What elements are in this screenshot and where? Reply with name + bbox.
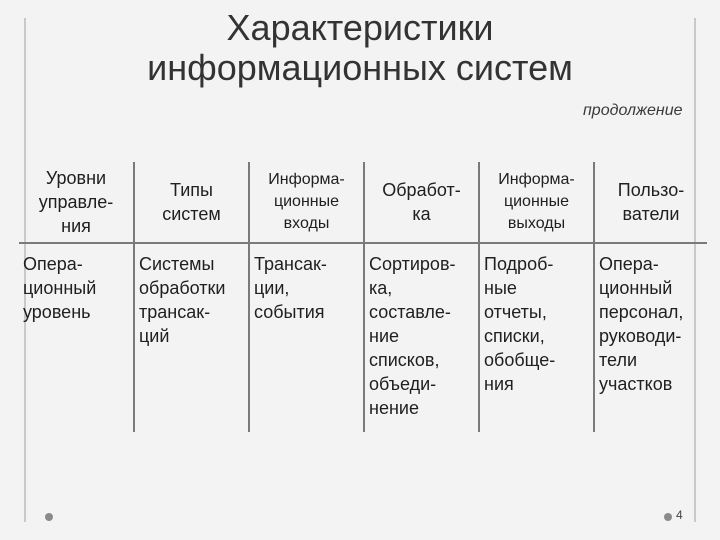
cell-line: списки, bbox=[484, 326, 545, 346]
table-cell bbox=[364, 243, 479, 432]
cell-line: Сортиров- bbox=[369, 254, 456, 274]
cell-line: Трансак- bbox=[254, 254, 327, 274]
header-line: ка bbox=[412, 204, 431, 224]
cell-line: ния bbox=[484, 374, 514, 394]
cell-line: ционный bbox=[599, 278, 673, 298]
header-cell bbox=[479, 162, 594, 243]
cell-line: объеди- bbox=[369, 374, 437, 394]
bullet-dot-left bbox=[45, 513, 53, 521]
table-cell bbox=[19, 243, 134, 432]
title-line-1: Характеристики bbox=[226, 7, 494, 48]
header-cell bbox=[594, 162, 707, 243]
header-cell bbox=[364, 162, 479, 243]
cell-line: составле- bbox=[369, 302, 451, 322]
cell-line: ций bbox=[139, 326, 170, 346]
header-line: входы bbox=[283, 215, 330, 232]
cell-line: обработки bbox=[139, 278, 226, 298]
header-cell bbox=[134, 162, 249, 243]
header-row bbox=[19, 162, 707, 243]
cell-line: Системы bbox=[139, 254, 215, 274]
header-cell bbox=[19, 162, 134, 243]
header-line: систем bbox=[162, 204, 221, 224]
header-line: Пользо- bbox=[617, 180, 685, 200]
table-cell bbox=[594, 243, 707, 432]
header-line: Информа- bbox=[268, 171, 345, 188]
continuation-note: продолжение bbox=[583, 102, 683, 119]
header-line: Уровни bbox=[45, 168, 107, 188]
cell-line: Опера- bbox=[599, 254, 659, 274]
table-cell bbox=[479, 243, 594, 432]
cell-line: Опера- bbox=[23, 254, 83, 274]
cell-line: уровень bbox=[23, 302, 91, 322]
cell-line: ние bbox=[369, 326, 400, 346]
header-line: ционные bbox=[503, 193, 570, 210]
title-line-2: информационных систем bbox=[147, 47, 573, 88]
header-line: ватели bbox=[622, 204, 680, 224]
table-row bbox=[19, 243, 707, 432]
cell-line: руководи- bbox=[599, 326, 682, 346]
header-line: управле- bbox=[38, 192, 114, 212]
cell-line: ные bbox=[484, 278, 517, 298]
cell-line: участков bbox=[599, 374, 673, 394]
cell-line: персонал, bbox=[599, 302, 684, 322]
cell-line: ка, bbox=[369, 278, 393, 298]
cell-line: трансак- bbox=[139, 302, 211, 322]
header-line: Обработ- bbox=[382, 180, 461, 200]
cell-line: нение bbox=[369, 398, 419, 418]
header-line: ционные bbox=[273, 193, 340, 210]
page-number: 4 bbox=[676, 508, 683, 522]
cell-line: Подроб- bbox=[484, 254, 554, 274]
cell-line: события bbox=[254, 302, 325, 322]
characteristics-table bbox=[19, 162, 707, 432]
bullet-dot-right bbox=[664, 513, 672, 521]
cell-line: отчеты, bbox=[484, 302, 547, 322]
cell-line: тели bbox=[599, 350, 638, 370]
header-line: ния bbox=[61, 216, 91, 236]
table-cell bbox=[249, 243, 364, 432]
header-line: Типы bbox=[170, 180, 213, 200]
cell-line: ции, bbox=[254, 278, 290, 298]
header-line: Информа- bbox=[498, 171, 575, 188]
cell-line: обобще- bbox=[484, 350, 556, 370]
header-line: выходы bbox=[507, 215, 566, 232]
table-cell bbox=[134, 243, 249, 432]
header-cell bbox=[249, 162, 364, 243]
slide-title bbox=[0, 8, 720, 88]
cell-line: списков, bbox=[369, 350, 440, 370]
cell-line: ционный bbox=[23, 278, 97, 298]
